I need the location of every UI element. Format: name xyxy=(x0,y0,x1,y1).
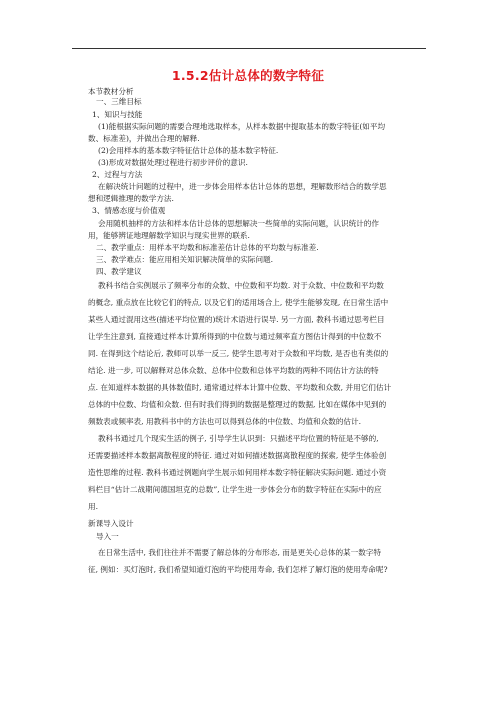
text-line: 征, 例如：买灯泡时, 我们希望知道灯泡的平均使用寿命, 我们怎样了解灯泡的使用寿命呢? xyxy=(88,565,388,574)
heading: 二、教学重点：用样本平均数和标准差估计总体的平均数与标准差. xyxy=(96,243,319,252)
text-line: 总体的中位数、均值和众数. 但有时我们得到的数据是整理过的数据, 比如在媒体中见到的 xyxy=(88,400,387,409)
text-line: 教科书结合实例展示了频率分布的众数、中位数和平均数. 对于众数、中位数和平均数 xyxy=(98,281,384,290)
section-heading: 新课导入设计 xyxy=(88,519,134,528)
section-heading: 本节教材分析 xyxy=(88,87,134,96)
text-line: 结论. 进一步, 可以解释对总体众数、总体中位数和总体平均数的两种不同估计方法的特 xyxy=(88,366,379,375)
text-line: 造性思维的过程. 教科书通过例题向学生展示如何用样本数字特征解决实际问题. 通过小资 xyxy=(88,468,387,477)
text-line: 同. 在得到这个结论后, 教师可以举一反三, 使学生思考对于众数和平均数, 是否也有类似的 xyxy=(88,349,389,358)
text-line: 的概念, 重点放在比较它们的特点, 以及它们的适用场合上, 使学生能够发现, 在日常生活中 xyxy=(88,298,389,307)
text-line: 用. xyxy=(88,502,99,511)
text-line: 数、标准差)，并做出合理的解释. xyxy=(88,134,200,143)
subheading: 2、过程与方法 xyxy=(92,170,143,179)
text-line: 某些人通过混用这些(描述平均位置的)统计术语进行误导. 另一方面, 教科书通过思考栏目 xyxy=(88,315,385,324)
text-line: 在日常生活中, 我们往往并不需要了解总体的分布形态, 而是更关心总体的某一数字特 xyxy=(98,548,382,557)
heading: 一、三维目标 xyxy=(96,97,142,106)
text-line: (1)能根据实际问题的需要合理地选取样本，从样本数据中提取基本的数字特征(如平均 xyxy=(98,122,386,131)
text-line: (2)会用样本的基本数字特征估计总体的基本数字特征. xyxy=(98,146,279,155)
text-line: 还需要描述样本数据离散程度的特征. 通过对如何描述数据离散程度的探索, 使学生体验创 xyxy=(88,451,387,460)
text-line: 频数表或频率表, 用教科书中的方法也可以得到总体的中位数、均值和众数的估计. xyxy=(88,417,362,426)
text-line: 在解决统计问题的过程中，进一步体会用样本估计总体的思想，理解数形结合的数学思 xyxy=(98,182,387,191)
heading: 三、教学难点：能应用相关知识解决简单的实际问题. xyxy=(96,255,274,264)
text-line: 让学生注意到, 直接通过样本计算所得到的中位数与通过频率直方图估计得到的中位数不 xyxy=(88,332,382,341)
text-line: 想和逻辑推理的数学方法. xyxy=(88,194,174,203)
subheading: 1、知识与技能 xyxy=(92,110,143,119)
text-line: (3)形成对数据处理过程进行初步评价的意识. xyxy=(98,158,248,167)
text-line: 教科书通过几个现实生活的例子, 引导学生认识到：只描述平均位置的特征是不够的, xyxy=(98,434,379,443)
subheading: 3、情感态度与价值观 xyxy=(92,206,166,215)
text-line: 点. 在知道样本数据的具体数值时, 通常通过样本计算中位数、平均数和众数, 并用它们估计 xyxy=(88,383,392,392)
page-title: 1.5.2估计总体的数字特征 xyxy=(171,68,325,83)
subheading: 导入一 xyxy=(96,532,119,541)
text-line: 用，能够辨证地理解数学知识与现实世界的联系. xyxy=(88,231,250,240)
header-rule xyxy=(72,48,426,49)
heading: 四、教学建议 xyxy=(96,267,142,276)
text-line: 料栏目“估计二战期间德国坦克的总数”, 让学生进一步体会分布的数字特征在实际中的应 xyxy=(88,485,382,494)
text-line: 会用随机抽样的方法和样本估计总体的思想解决一些简单的实际问题，认识统计的作 xyxy=(98,219,379,228)
